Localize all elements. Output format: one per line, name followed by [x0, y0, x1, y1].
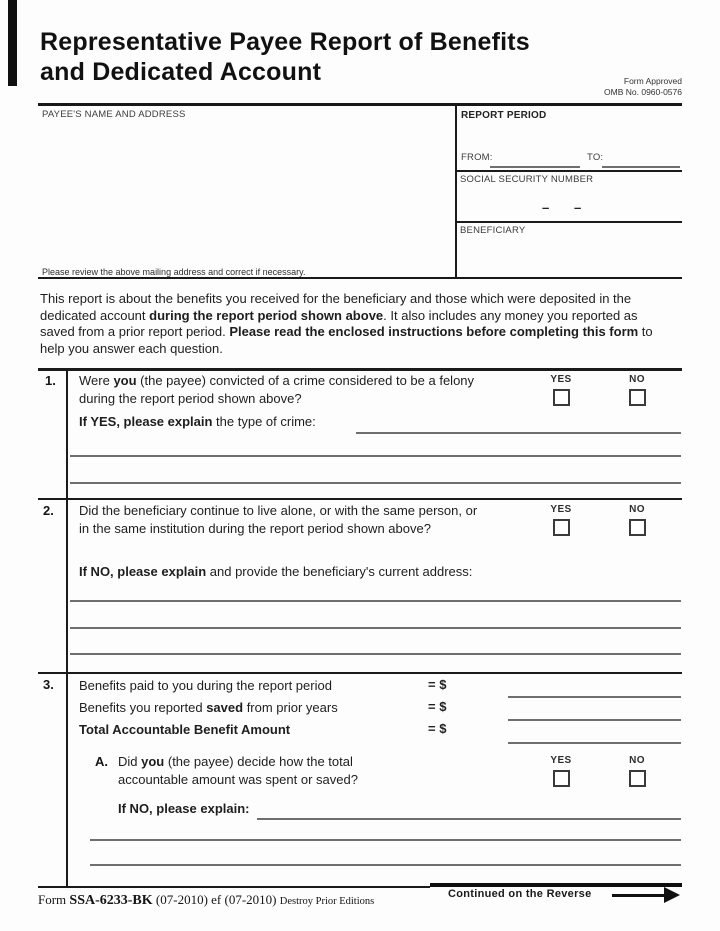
intro-seg4-bold: Please read the enclosed instructions before completing this form: [229, 324, 639, 339]
payee-name-address-label: PAYEE'S NAME AND ADDRESS: [42, 109, 186, 120]
q2-top-border: [38, 498, 682, 500]
footer-form-dates: (07-2010) ef (07-2010): [152, 892, 280, 907]
ssn-field[interactable]: [457, 188, 680, 218]
ssn-label: SOCIAL SECURITY NUMBER: [460, 174, 594, 185]
q1-explain-line-3[interactable]: [70, 482, 681, 484]
beneficiary-section-divider: [455, 221, 682, 223]
q1-yes-label: YES: [550, 374, 572, 385]
question-column-rule: [66, 368, 68, 886]
q3a-explain-line-3[interactable]: [90, 864, 681, 866]
q3-row-3-amount-field[interactable]: [508, 742, 681, 744]
review-address-note: Please review the above mailing address and correct if necessary.: [42, 267, 306, 277]
footer-rule-thick: [430, 883, 682, 887]
continued-arrow-shaft: [612, 894, 666, 897]
ssn-dash-2: –: [574, 200, 582, 215]
intro-paragraph: [40, 291, 674, 357]
from-date-field[interactable]: [490, 166, 580, 168]
q3-row-2-post: from prior years: [243, 700, 338, 715]
q1-explain-rest: the type of crime:: [212, 414, 316, 429]
q3a-text-bold: you: [141, 754, 165, 769]
q2-explain-line-2[interactable]: [70, 627, 681, 629]
intro-seg5: to help you answer each question.: [40, 324, 653, 356]
q3-row-2-bold: saved: [206, 700, 244, 715]
q3-row-1-text: [79, 677, 424, 695]
to-date-field[interactable]: [602, 166, 680, 168]
continued-arrow-icon: [664, 887, 680, 903]
q2-explain-line-1[interactable]: [70, 600, 681, 602]
q3-row-1-pre: Benefits paid to you during the report period: [79, 678, 332, 693]
omb-number: OMB No. 0960-0576: [604, 87, 682, 97]
omb-approval: [540, 76, 682, 98]
q3a-text: [118, 753, 398, 788]
q1-number: 1.: [45, 373, 56, 388]
ssn-section-divider: [455, 170, 682, 172]
q3-number: 3.: [43, 677, 54, 692]
q3a-letter: A.: [95, 754, 108, 769]
q1-text-pre: Were: [79, 373, 114, 388]
q1-no-option: [618, 374, 656, 406]
q1-text-post: (the payee) convicted of a crime considered to be a felony during the report period shown above?: [79, 373, 475, 406]
q2-explain-line-3[interactable]: [70, 653, 681, 655]
q3-row-2-pre: Benefits you reported: [79, 700, 207, 715]
intro-seg3: . It also includes any money you reported as saved from a prior report period.: [40, 307, 638, 339]
q3-row-1-equals: = $: [428, 677, 447, 692]
q2-text: Did the beneficiary continue to live alone, or with the same person, or in the same institution during the report period shown above?: [79, 503, 478, 536]
q3a-no-label: NO: [629, 755, 645, 766]
q1-explain-line-2[interactable]: [70, 455, 681, 457]
q3-row-1-amount-field[interactable]: [508, 696, 681, 698]
continued-on-reverse-label: Continued on the Reverse: [448, 888, 592, 900]
intro-seg1: This report is about the benefits you received for the beneficiary and those which were deposited in the dedicated account: [40, 291, 632, 323]
q2-no-option: [618, 504, 656, 536]
q2-explain-bold: If NO, please explain: [79, 564, 207, 579]
q1-explain-line-1[interactable]: [356, 432, 681, 434]
q1-top-border: [38, 368, 682, 371]
q3a-yes-option: [542, 755, 580, 787]
payee-address-field[interactable]: [40, 122, 450, 262]
form-approved-text: Form Approved: [623, 76, 682, 86]
to-label: TO:: [587, 152, 604, 163]
footer-form-word: Form: [38, 892, 70, 907]
q3a-explain-line-2[interactable]: [90, 839, 681, 841]
footer-destroy-note: Destroy Prior Editions: [279, 896, 375, 907]
q2-number: 2.: [43, 503, 54, 518]
footer-rule-thin: [38, 886, 430, 888]
q2-yes-checkbox[interactable]: [553, 519, 570, 536]
q1-text: [79, 372, 479, 407]
q1-no-label: NO: [629, 374, 645, 385]
q2-explain-prompt: [79, 563, 472, 581]
intro-seg2-bold: during the report period shown above: [149, 307, 384, 323]
q3a-yes-checkbox[interactable]: [553, 770, 570, 787]
q3a-explain-bold: If NO, please explain:: [118, 801, 250, 816]
q1-text-bold: you: [113, 373, 137, 388]
scan-artifact-bar: [8, 0, 17, 86]
q3a-text-pre: Did: [118, 754, 142, 769]
q1-explain-bold: If YES, please explain: [79, 414, 213, 429]
q3a-no-option: [618, 755, 656, 787]
page-title: [40, 27, 530, 87]
beneficiary-field[interactable]: [457, 238, 680, 274]
ssn-dash-1: –: [542, 200, 550, 215]
q3a-no-checkbox[interactable]: [629, 770, 646, 787]
q3-row-3-text: [79, 721, 424, 739]
page-title-line2: and Dedicated Account: [40, 58, 322, 86]
header-info-box: [38, 103, 682, 279]
q3-row-3-bold: Total Accountable Benefit Amount: [79, 722, 291, 737]
q3-row-2-equals: = $: [428, 699, 447, 714]
q2-no-label: NO: [629, 504, 645, 515]
q3-row-3-equals: = $: [428, 721, 447, 736]
q1-no-checkbox[interactable]: [629, 389, 646, 406]
q2-no-checkbox[interactable]: [629, 519, 646, 536]
q1-explain-prompt: [79, 413, 316, 431]
q3a-yes-label: YES: [550, 755, 572, 766]
page-title-line1: Representative Payee Report of Benefits: [40, 28, 530, 56]
q1-yes-checkbox[interactable]: [553, 389, 570, 406]
q2-explain-rest: and provide the beneficiary's current address:: [206, 564, 473, 579]
q3a-text-post: (the payee) decide how the total accountable amount was spent or saved?: [118, 754, 358, 787]
q3-top-border: [38, 672, 682, 674]
q1-yes-option: [542, 374, 580, 406]
footer-form-number: SSA-6233-BK: [69, 893, 153, 908]
q3-row-2-amount-field[interactable]: [508, 719, 681, 721]
q3-row-2-text: [79, 699, 424, 717]
beneficiary-label: BENEFICIARY: [460, 225, 526, 236]
from-label: FROM:: [461, 152, 493, 163]
report-period-label: REPORT PERIOD: [461, 110, 547, 121]
q2-yes-label: YES: [550, 504, 572, 515]
q3a-explain-prompt: [118, 800, 250, 818]
form-id-footer: [38, 892, 374, 909]
q2-yes-option: [542, 504, 580, 536]
q3a-explain-line-1[interactable]: [257, 818, 681, 820]
